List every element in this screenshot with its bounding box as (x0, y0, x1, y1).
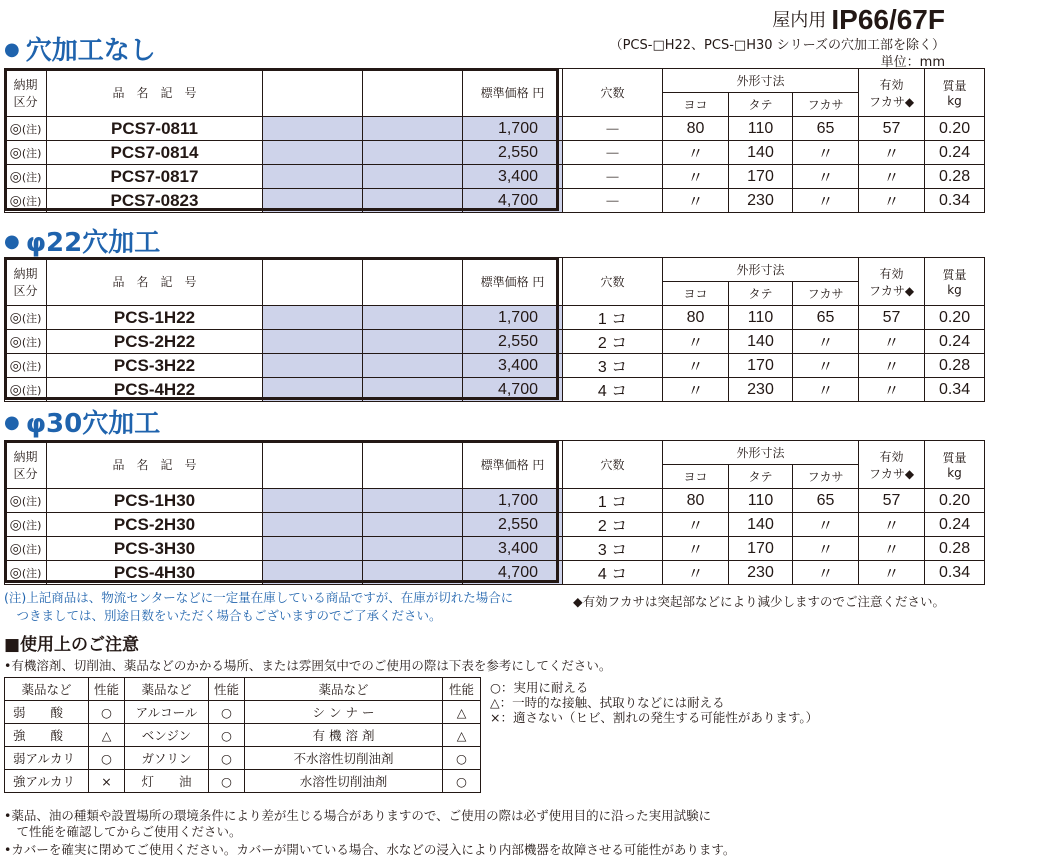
note-ref: (注) (21, 170, 42, 184)
chem-name: 不水溶性切削油剤 (245, 747, 443, 770)
chem-header: 薬品など (5, 678, 89, 701)
width: 〃 (663, 378, 729, 402)
price-header: 標準価格 円 (463, 258, 563, 306)
height: 110 (729, 489, 793, 513)
chem-name: 強 酸 (5, 724, 89, 747)
height: 230 (729, 189, 793, 213)
price: 2,550 (463, 513, 563, 537)
product-table (4, 440, 1046, 585)
part-number: PCS-1H30 (47, 489, 263, 513)
section-title (4, 403, 160, 440)
blank-cell (263, 513, 363, 537)
price: 1,700 (463, 489, 563, 513)
blank-col (263, 69, 363, 117)
blank-cell (263, 378, 363, 402)
height: 140 (729, 330, 793, 354)
double-circle-icon: ◎ (9, 381, 22, 398)
double-circle-icon: ◎ (9, 120, 22, 137)
chem-perf: ○ (89, 701, 125, 724)
product-row (5, 354, 1046, 378)
mass-header: 質量 kg (925, 69, 985, 117)
mass: 0.28 (925, 537, 985, 561)
note-ref: (注) (21, 335, 42, 349)
delivery-header: 納期 区分 (5, 258, 47, 306)
blank-cell (363, 561, 463, 585)
holes-header: 穴数 (563, 258, 663, 306)
effective-depth: 〃 (859, 141, 925, 165)
delivery-cell (5, 330, 47, 354)
chem-row (5, 724, 481, 747)
legend-triangle: △：一時的な接触、拭取りなどには耐える (490, 695, 725, 710)
chem-perf: ○ (209, 770, 245, 793)
effective-depth: 〃 (859, 378, 925, 402)
product-row (5, 378, 1046, 402)
product-row (5, 165, 1046, 189)
mass: 0.20 (925, 306, 985, 330)
height: 230 (729, 561, 793, 585)
blank-cell (363, 330, 463, 354)
height: 170 (729, 165, 793, 189)
dims-header: 外形寸法 (663, 258, 859, 282)
width: 〃 (663, 354, 729, 378)
caution-foot-1: •薬品、油の種類や設置場所の環境条件により差が生じる場合がありますので、ご使用の際は必ず使用目的に沿った実用試験に (4, 808, 712, 823)
chem-name: シ ン ナ ー (245, 701, 443, 724)
width-header: ヨコ (663, 93, 729, 117)
height: 170 (729, 354, 793, 378)
chem-perf: ○ (89, 747, 125, 770)
blank-col (363, 441, 463, 489)
blank-col (363, 69, 463, 117)
blank-cell (363, 378, 463, 402)
height: 230 (729, 378, 793, 402)
price: 4,700 (463, 378, 563, 402)
section-title-text: 穴加工なし (25, 36, 156, 66)
depth: 〃 (793, 561, 859, 585)
depth: 〃 (793, 354, 859, 378)
width: 〃 (663, 189, 729, 213)
price: 2,550 (463, 330, 563, 354)
double-circle-icon: ◎ (9, 168, 22, 185)
section-title-text: φ22穴加工 (25, 228, 161, 258)
depth: 〃 (793, 537, 859, 561)
product-row (5, 117, 1046, 141)
part-number: PCS-3H22 (47, 354, 263, 378)
part-number: PCS-4H22 (47, 378, 263, 402)
holes: 1 コ (563, 306, 663, 330)
note-ref: (注) (21, 122, 42, 136)
blank-cell (363, 189, 463, 213)
blank-cell (263, 165, 363, 189)
chem-name: アルコール (125, 701, 209, 724)
product-row (5, 513, 1046, 537)
delivery-header: 納期 区分 (5, 69, 47, 117)
chemical-resistance-table (4, 677, 481, 793)
header-row (5, 69, 1046, 93)
width: 〃 (663, 330, 729, 354)
chem-header: 薬品など (245, 678, 443, 701)
part-header: 品 名 記 号 (47, 69, 263, 117)
blank-col (363, 258, 463, 306)
note-ref: (注) (21, 542, 42, 556)
blank-col (263, 441, 363, 489)
chem-name: 強アルカリ (5, 770, 89, 793)
eff-header: 有効 フカサ◆ (859, 69, 925, 117)
depth-header: フカサ (793, 465, 859, 489)
note-ref: (注) (21, 146, 42, 160)
dims-header: 外形寸法 (663, 441, 859, 465)
chem-row (5, 701, 481, 724)
holes: 3 コ (563, 354, 663, 378)
product-table (4, 257, 1046, 402)
price: 3,400 (463, 537, 563, 561)
product-row (5, 141, 1046, 165)
effective-depth: 〃 (859, 513, 925, 537)
chem-perf: ○ (443, 770, 481, 793)
unit-label: 単位：mm (880, 55, 945, 70)
mass: 0.24 (925, 513, 985, 537)
perf-header: 性能 (443, 678, 481, 701)
chem-header: 薬品など (125, 678, 209, 701)
eff-header: 有効 フカサ◆ (859, 258, 925, 306)
blank-cell (263, 354, 363, 378)
blank-cell (363, 354, 463, 378)
bullet-icon: ● (4, 412, 20, 433)
blank-cell (263, 189, 363, 213)
caution-foot-3: •カバーを確実に閉めてご使用ください。カバーが開いている場合、水などの浸入により内部機器を故障させる可能性があります。 (4, 842, 736, 857)
part-number: PCS7-0811 (47, 117, 263, 141)
section-title (4, 30, 156, 67)
price-header: 標準価格 円 (463, 441, 563, 489)
width: 80 (663, 489, 729, 513)
header-rating-block (772, 4, 945, 36)
price: 1,700 (463, 306, 563, 330)
chem-name: ガソリン (125, 747, 209, 770)
chem-perf: △ (89, 724, 125, 747)
blank-cell (363, 306, 463, 330)
blank-cell (263, 561, 363, 585)
rating-note: （PCS-□H22、PCS-□H30 シリーズの穴加工部を除く） (609, 38, 945, 53)
section-title-text: φ30穴加工 (25, 409, 161, 439)
chem-name: 弱 酸 (5, 701, 89, 724)
delivery-cell (5, 117, 47, 141)
note-ref: (注) (21, 311, 42, 325)
part-number: PCS7-0817 (47, 165, 263, 189)
delivery-cell (5, 354, 47, 378)
width: 80 (663, 306, 729, 330)
mass: 0.20 (925, 489, 985, 513)
part-number: PCS7-0823 (47, 189, 263, 213)
part-number: PCS-4H30 (47, 561, 263, 585)
mass: 0.34 (925, 378, 985, 402)
mass: 0.28 (925, 165, 985, 189)
double-circle-icon: ◎ (9, 516, 22, 533)
part-number: PCS7-0814 (47, 141, 263, 165)
product-row (5, 189, 1046, 213)
effective-depth: 57 (859, 306, 925, 330)
holes: 2 コ (563, 513, 663, 537)
mass: 0.24 (925, 330, 985, 354)
note-ref: (注) (21, 359, 42, 373)
depth: 〃 (793, 189, 859, 213)
width: 80 (663, 117, 729, 141)
effective-depth: 57 (859, 489, 925, 513)
delivery-header: 納期 区分 (5, 441, 47, 489)
blank-cell (263, 537, 363, 561)
holes: 4 コ (563, 378, 663, 402)
depth: 〃 (793, 378, 859, 402)
depth-header: フカサ (793, 282, 859, 306)
holes: 1 コ (563, 489, 663, 513)
height-header: タテ (729, 465, 793, 489)
chem-name: 水溶性切削油剤 (245, 770, 443, 793)
blank-cell (263, 330, 363, 354)
price-header: 標準価格 円 (463, 69, 563, 117)
price: 2,550 (463, 141, 563, 165)
blank-cell (363, 537, 463, 561)
width: 〃 (663, 513, 729, 537)
depth: 65 (793, 306, 859, 330)
double-circle-icon: ◎ (9, 564, 22, 581)
chem-name: 弱アルカリ (5, 747, 89, 770)
chem-perf: ○ (209, 747, 245, 770)
height: 140 (729, 141, 793, 165)
width: 〃 (663, 561, 729, 585)
delivery-cell (5, 378, 47, 402)
legend-cross: ×：適さない（ヒビ、割れの発生する可能性があります。） (490, 710, 819, 725)
product-row (5, 537, 1046, 561)
bullet-icon: ● (4, 39, 20, 60)
double-circle-icon: ◎ (9, 144, 22, 161)
eff-header: 有効 フカサ◆ (859, 441, 925, 489)
holes-header: 穴数 (563, 69, 663, 117)
depth: 〃 (793, 513, 859, 537)
blank-cell (263, 117, 363, 141)
note-ref: (注) (21, 194, 42, 208)
effective-depth: 57 (859, 117, 925, 141)
depth: 〃 (793, 165, 859, 189)
mass: 0.28 (925, 354, 985, 378)
part-header: 品 名 記 号 (47, 258, 263, 306)
perf-header: 性能 (209, 678, 245, 701)
part-number: PCS-3H30 (47, 537, 263, 561)
blank-cell (263, 306, 363, 330)
holes: － (563, 165, 663, 189)
note-ref: (注) (21, 518, 42, 532)
legend-circle: ○：実用に耐える (490, 680, 589, 695)
holes: － (563, 141, 663, 165)
depth: 〃 (793, 330, 859, 354)
product-row (5, 489, 1046, 513)
effective-depth: 〃 (859, 354, 925, 378)
double-circle-icon: ◎ (9, 492, 22, 509)
chem-row (5, 770, 481, 793)
mass: 0.20 (925, 117, 985, 141)
note-ref: (注) (21, 494, 42, 508)
part-number: PCS-2H22 (47, 330, 263, 354)
width: 〃 (663, 537, 729, 561)
blank-cell (363, 117, 463, 141)
double-circle-icon: ◎ (9, 192, 22, 209)
delivery-cell (5, 141, 47, 165)
mass-header: 質量 kg (925, 441, 985, 489)
depth: 65 (793, 117, 859, 141)
chem-name: 灯 油 (125, 770, 209, 793)
chem-perf: ○ (209, 701, 245, 724)
delivery-cell (5, 537, 47, 561)
chem-row (5, 747, 481, 770)
blank-cell (263, 489, 363, 513)
effective-depth-note: ◆有効フカサは突起部などにより減少しますのでご注意ください。 (573, 594, 945, 609)
price: 1,700 (463, 117, 563, 141)
price: 4,700 (463, 561, 563, 585)
chem-name: 有 機 溶 剤 (245, 724, 443, 747)
holes: 4 コ (563, 561, 663, 585)
effective-depth: 〃 (859, 561, 925, 585)
blank-cell (363, 141, 463, 165)
blank-cell (263, 141, 363, 165)
double-circle-icon: ◎ (9, 333, 22, 350)
height-header: タテ (729, 93, 793, 117)
product-table (4, 68, 1046, 213)
depth: 〃 (793, 141, 859, 165)
height: 140 (729, 513, 793, 537)
delivery-cell (5, 561, 47, 585)
caution-title: ■使用上のご注意 (4, 635, 140, 655)
delivery-cell (5, 165, 47, 189)
note-ref: (注) (21, 383, 42, 397)
effective-depth: 〃 (859, 537, 925, 561)
product-row (5, 330, 1046, 354)
delivery-cell (5, 489, 47, 513)
chem-header-row (5, 678, 481, 701)
mass: 0.24 (925, 141, 985, 165)
chem-perf: ○ (209, 724, 245, 747)
caution-intro: •有機溶剤、切削油、薬品などのかかる場所、または雰囲気中でのご使用の際は下表を参考にしてください。 (4, 658, 612, 673)
double-circle-icon: ◎ (9, 309, 22, 326)
chem-perf: △ (443, 701, 481, 724)
header-row (5, 441, 1046, 465)
caution-foot-2: て性能を確認してからご使用ください。 (4, 824, 242, 839)
chem-perf: △ (443, 724, 481, 747)
part-header: 品 名 記 号 (47, 441, 263, 489)
product-row (5, 306, 1046, 330)
height-header: タテ (729, 282, 793, 306)
mass: 0.34 (925, 189, 985, 213)
product-row (5, 561, 1046, 585)
width: 〃 (663, 141, 729, 165)
height: 110 (729, 306, 793, 330)
height: 170 (729, 537, 793, 561)
stock-note-1: (注)上記商品は、物流センターなどに一定量在庫している商品ですが、在庫が切れた場合に (4, 590, 514, 605)
delivery-cell (5, 306, 47, 330)
bullet-icon: ● (4, 231, 20, 252)
perf-header: 性能 (89, 678, 125, 701)
section-title (4, 222, 160, 259)
chem-perf: × (89, 770, 125, 793)
part-number: PCS-1H22 (47, 306, 263, 330)
mass-header: 質量 kg (925, 258, 985, 306)
chem-perf: ○ (443, 747, 481, 770)
header-row (5, 258, 1046, 282)
location-label: 屋内用 (772, 10, 827, 31)
effective-depth: 〃 (859, 165, 925, 189)
double-circle-icon: ◎ (9, 540, 22, 557)
depth-header: フカサ (793, 93, 859, 117)
price: 3,400 (463, 354, 563, 378)
blank-cell (363, 165, 463, 189)
width-header: ヨコ (663, 465, 729, 489)
width-header: ヨコ (663, 282, 729, 306)
holes: 2 コ (563, 330, 663, 354)
blank-cell (363, 489, 463, 513)
delivery-cell (5, 513, 47, 537)
dims-header: 外形寸法 (663, 69, 859, 93)
effective-depth: 〃 (859, 189, 925, 213)
holes: － (563, 117, 663, 141)
price: 4,700 (463, 189, 563, 213)
part-number: PCS-2H30 (47, 513, 263, 537)
holes: － (563, 189, 663, 213)
delivery-cell (5, 189, 47, 213)
blank-cell (363, 513, 463, 537)
chem-name: ベンジン (125, 724, 209, 747)
width: 〃 (663, 165, 729, 189)
depth: 65 (793, 489, 859, 513)
mass: 0.34 (925, 561, 985, 585)
holes: 3 コ (563, 537, 663, 561)
price: 3,400 (463, 165, 563, 189)
height: 110 (729, 117, 793, 141)
holes-header: 穴数 (563, 441, 663, 489)
stock-note-2: つきましては、別途日数をいただく場合もございますのでご了承ください。 (4, 608, 442, 623)
double-circle-icon: ◎ (9, 357, 22, 374)
ip-rating: IP66/67F (831, 4, 945, 35)
effective-depth: 〃 (859, 330, 925, 354)
note-ref: (注) (21, 566, 42, 580)
blank-col (263, 258, 363, 306)
